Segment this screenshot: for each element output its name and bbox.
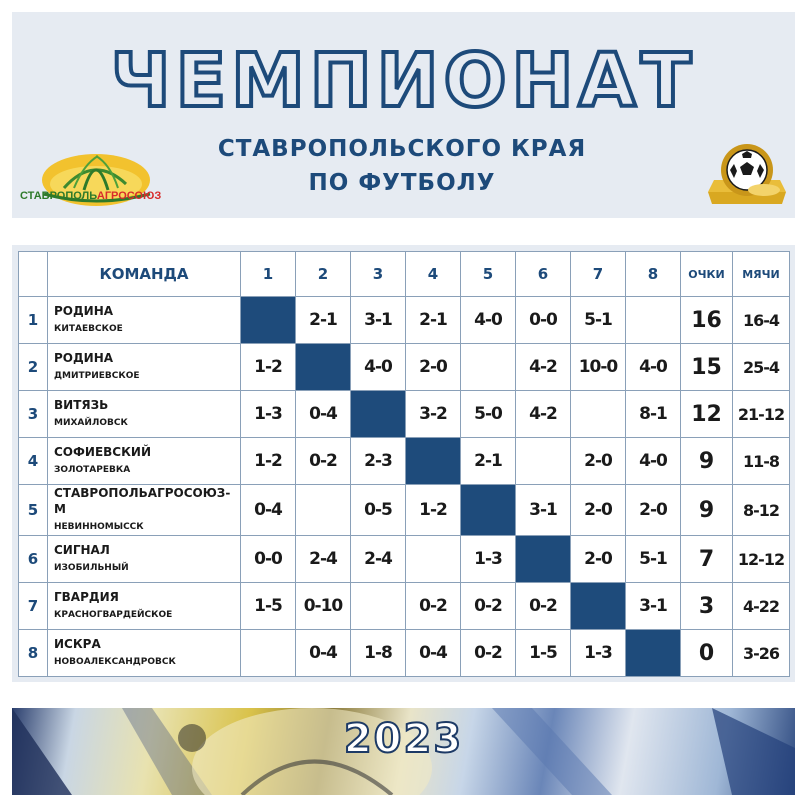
score-cell: 4-2 [516, 344, 571, 391]
team-cell [48, 536, 241, 583]
score-cell: 0-0 [516, 297, 571, 344]
score-cell: 0-2 [296, 438, 351, 485]
score-cell: 0-0 [241, 536, 296, 583]
score-cell: 1-2 [241, 438, 296, 485]
header-col-1: 1 [241, 252, 296, 297]
score-cell [571, 391, 626, 438]
score-cell: 3-2 [406, 391, 461, 438]
diagonal-cell [516, 536, 571, 583]
team-city: НОВОАЛЕКСАНДРОВСК [54, 657, 176, 667]
header-points: ОЧКИ [681, 252, 733, 297]
score-cell [241, 630, 296, 677]
diagonal-cell [571, 583, 626, 630]
points-cell: 0 [681, 630, 733, 677]
score-cell: 1-3 [461, 536, 516, 583]
diagonal-cell [351, 391, 406, 438]
goals-cell: 25-4 [733, 344, 790, 391]
goals-cell: 21-12 [733, 391, 790, 438]
score-cell: 2-4 [351, 536, 406, 583]
points-cell: 16 [681, 297, 733, 344]
team-cell [48, 438, 241, 485]
team-city: МИХАЙЛОВСК [54, 418, 128, 428]
row-number: 7 [19, 583, 48, 630]
score-cell: 2-4 [296, 536, 351, 583]
score-cell: 4-0 [626, 344, 681, 391]
score-cell [406, 536, 461, 583]
header-banner [12, 12, 795, 218]
team-cell [48, 344, 241, 391]
team-cell [48, 297, 241, 344]
footer-banner [12, 708, 795, 795]
team-city: КИТАЕВСКОЕ [54, 324, 123, 334]
score-cell: 1-8 [351, 630, 406, 677]
team-name: СТАВРОПОЛЬАГРОСОЮЗ-М [54, 486, 231, 516]
points-cell: 7 [681, 536, 733, 583]
row-number: 6 [19, 536, 48, 583]
points-cell: 9 [681, 438, 733, 485]
row-number: 2 [19, 344, 48, 391]
subtitle-sport: ПО ФУТБОЛУ [308, 170, 496, 196]
score-cell: 2-0 [571, 485, 626, 536]
header-col-3: 3 [351, 252, 406, 297]
team-city: ЗОЛОТАРЕВКА [54, 465, 131, 475]
score-cell: 0-4 [296, 630, 351, 677]
table-row [19, 391, 790, 438]
row-number: 8 [19, 630, 48, 677]
score-cell: 1-2 [241, 344, 296, 391]
score-cell: 3-1 [626, 583, 681, 630]
diagonal-cell [626, 630, 681, 677]
team-name: ИСКРА [54, 637, 101, 651]
table-row [19, 630, 790, 677]
diagonal-cell [241, 297, 296, 344]
team-name: СОФИЕВСКИЙ [54, 445, 151, 459]
score-cell: 1-3 [241, 391, 296, 438]
wheat-sun-logo [34, 144, 164, 214]
points-cell: 3 [681, 583, 733, 630]
diagonal-cell [406, 438, 461, 485]
goals-cell: 8-12 [733, 485, 790, 536]
row-number: 5 [19, 485, 48, 536]
team-name: РОДИНА [54, 304, 114, 318]
score-cell: 10-0 [571, 344, 626, 391]
score-cell: 2-0 [626, 485, 681, 536]
score-cell: 5-0 [461, 391, 516, 438]
header-col-5: 5 [461, 252, 516, 297]
table-row [19, 485, 790, 536]
header-col-7: 7 [571, 252, 626, 297]
table-row [19, 438, 790, 485]
score-cell: 0-4 [296, 391, 351, 438]
standings-table [18, 251, 790, 677]
table-row [19, 344, 790, 391]
team-cell [48, 391, 241, 438]
score-cell: 2-1 [406, 297, 461, 344]
row-number: 4 [19, 438, 48, 485]
score-cell: 0-2 [461, 583, 516, 630]
diagonal-cell [461, 485, 516, 536]
season-year: 2023 [343, 716, 464, 762]
team-city: ИЗОБИЛЬНЫЙ [54, 563, 129, 573]
soccer-ball-emblem-icon [704, 140, 790, 210]
row-number: 3 [19, 391, 48, 438]
team-city: НЕВИННОМЫССК [54, 522, 144, 532]
score-cell: 0-4 [406, 630, 461, 677]
points-cell: 15 [681, 344, 733, 391]
table-row [19, 583, 790, 630]
diagonal-cell [296, 344, 351, 391]
score-cell: 0-5 [351, 485, 406, 536]
score-cell: 2-1 [461, 438, 516, 485]
score-cell [351, 583, 406, 630]
goals-cell: 16-4 [733, 297, 790, 344]
header-col-4: 4 [406, 252, 461, 297]
score-cell: 2-0 [571, 536, 626, 583]
header-empty [19, 252, 48, 297]
score-cell: 5-1 [626, 536, 681, 583]
points-cell: 9 [681, 485, 733, 536]
score-cell: 5-1 [571, 297, 626, 344]
team-city: ДМИТРИЕВСКОЕ [54, 371, 140, 381]
goals-cell: 4-22 [733, 583, 790, 630]
score-cell: 1-5 [516, 630, 571, 677]
logo-left-caption [20, 190, 161, 202]
logo-text-part-a: СТАВРОПОЛЬ [20, 190, 97, 202]
header-team: КОМАНДА [48, 252, 241, 297]
score-cell: 0-4 [241, 485, 296, 536]
header-col-6: 6 [516, 252, 571, 297]
table-row [19, 536, 790, 583]
score-cell: 2-0 [406, 344, 461, 391]
team-name: ВИТЯЗЬ [54, 398, 109, 412]
score-cell: 1-3 [571, 630, 626, 677]
team-cell [48, 485, 241, 536]
subtitle-region: СТАВРОПОЛЬСКОГО КРАЯ [217, 136, 587, 162]
page-title: ЧЕМПИОНАТ [110, 38, 697, 124]
score-cell: 0-10 [296, 583, 351, 630]
table-header-row [19, 252, 790, 297]
score-cell [516, 438, 571, 485]
team-name: ГВАРДИЯ [54, 590, 119, 604]
score-cell: 0-2 [516, 583, 571, 630]
header-goals: МЯЧИ [733, 252, 790, 297]
score-cell: 8-1 [626, 391, 681, 438]
score-cell: 3-1 [516, 485, 571, 536]
score-cell: 0-2 [461, 630, 516, 677]
goals-cell: 12-12 [733, 536, 790, 583]
score-cell: 1-2 [406, 485, 461, 536]
score-cell: 0-2 [406, 583, 461, 630]
score-cell [626, 297, 681, 344]
score-cell: 2-0 [571, 438, 626, 485]
score-cell: 1-5 [241, 583, 296, 630]
goals-cell: 3-26 [733, 630, 790, 677]
logo-text-part-b: АГРОСОЮЗ [96, 190, 162, 202]
goals-cell: 11-8 [733, 438, 790, 485]
team-cell [48, 583, 241, 630]
score-cell: 2-1 [296, 297, 351, 344]
score-cell: 4-0 [351, 344, 406, 391]
points-cell: 12 [681, 391, 733, 438]
row-number: 1 [19, 297, 48, 344]
team-name: РОДИНА [54, 351, 114, 365]
header-col-2: 2 [296, 252, 351, 297]
score-cell: 4-2 [516, 391, 571, 438]
team-name: СИГНАЛ [54, 543, 110, 557]
team-city: КРАСНОГВАРДЕЙСКОЕ [54, 610, 173, 620]
score-cell: 4-0 [626, 438, 681, 485]
team-cell [48, 630, 241, 677]
score-cell [461, 344, 516, 391]
standings-panel [12, 245, 795, 682]
score-cell [296, 485, 351, 536]
score-cell: 3-1 [351, 297, 406, 344]
score-cell: 2-3 [351, 438, 406, 485]
standings-body [19, 297, 790, 677]
header-col-8: 8 [626, 252, 681, 297]
score-cell: 4-0 [461, 297, 516, 344]
table-row [19, 297, 790, 344]
